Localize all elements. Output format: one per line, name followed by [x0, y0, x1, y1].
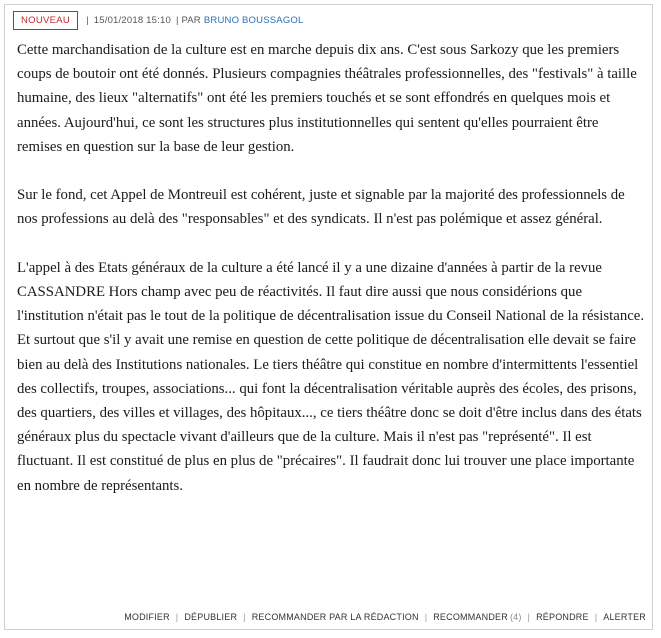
recommend-label: RECOMMANDER — [433, 612, 508, 622]
recommend-count: (4) — [509, 612, 522, 622]
meta-separator: | — [86, 14, 89, 26]
recommend-editorial-link[interactable]: RECOMMANDER PAR LA RÉDACTION — [251, 612, 419, 622]
comment-actions — [124, 609, 646, 625]
comment-body — [17, 38, 647, 522]
reply-link[interactable]: RÉPONDRE — [536, 612, 589, 622]
action-divider: | — [175, 612, 179, 622]
depublier-link[interactable]: DÉPUBLIER — [184, 612, 238, 622]
new-badge: NOUVEAU — [13, 11, 78, 30]
action-divider: | — [424, 612, 428, 622]
action-divider: | — [594, 612, 598, 622]
recommend-link[interactable] — [433, 612, 521, 622]
author-link[interactable]: BRUNO BOUSSAGOL — [203, 14, 304, 26]
comment-date: 15/01/2018 15:10 — [93, 14, 171, 26]
alert-link[interactable]: ALERTER — [603, 612, 646, 622]
comment-paragraph: Sur le fond, cet Appel de Montreuil est cohérent, juste et signable par la majorité des professionnels de nos professions au delà des "responsables" et des syndicats. Il n'est pas polémique et assez général. — [17, 187, 625, 228]
author-prefix: | PAR — [175, 14, 201, 26]
comment-paragraph: L'appel à des Etats généraux de la culture a été lancé il y a une dizaine d'années à partir de la revue CASSANDRE Hors champ avec peu de réactivités. Il faut dire aussi que nous considérions que l'institution n'était pas le tout de la politique de décentralisation issue du Conseil National de la résistance. Et surtout que s'il y avait une remise en question de cette politique de décentralisation elle devait se faire bien au delà des Institutions nationales. Le tiers théâtre qui constitue en nombre d'intermittents l'essentiel des collectifs, troupes, associations... qui font la décentralisation véritable auprès des écoles, des prisons, des quartiers, des villes et villages, des hôpitaux..., ce tiers théâtre donc se doit d'être inclus dans des états généraux plus du spectacle vivant d'ailleurs que de la culture. Mais il n'est pas "représenté". Il est fluctuant. Il est constitué de plus en plus de "précaires". Il faudrait donc lui trouver une place importante en nombre de représentants. — [17, 259, 645, 494]
action-divider: | — [527, 612, 531, 622]
comment-paragraph: Cette marchandisation de la culture est en marche depuis dix ans. C'est sous Sarkozy que les premiers coups de boutoir ont été donnés. Plusieurs compagnies théâtrales professionnelles, des "festivals" à taille humaine, des lieux "alternatifs" ont été les premiers touchés et se sont effondrés en quelques mois et années. Aujourd'hui, ce sont les structures plus institutionnelles qui sentent qu'elles pourraient être remises en question sur la base de leur gestion. — [17, 42, 637, 155]
modifier-link[interactable]: MODIFIER — [124, 612, 170, 622]
comment-meta — [13, 9, 303, 31]
comment-card — [4, 4, 653, 630]
action-divider: | — [243, 612, 246, 622]
